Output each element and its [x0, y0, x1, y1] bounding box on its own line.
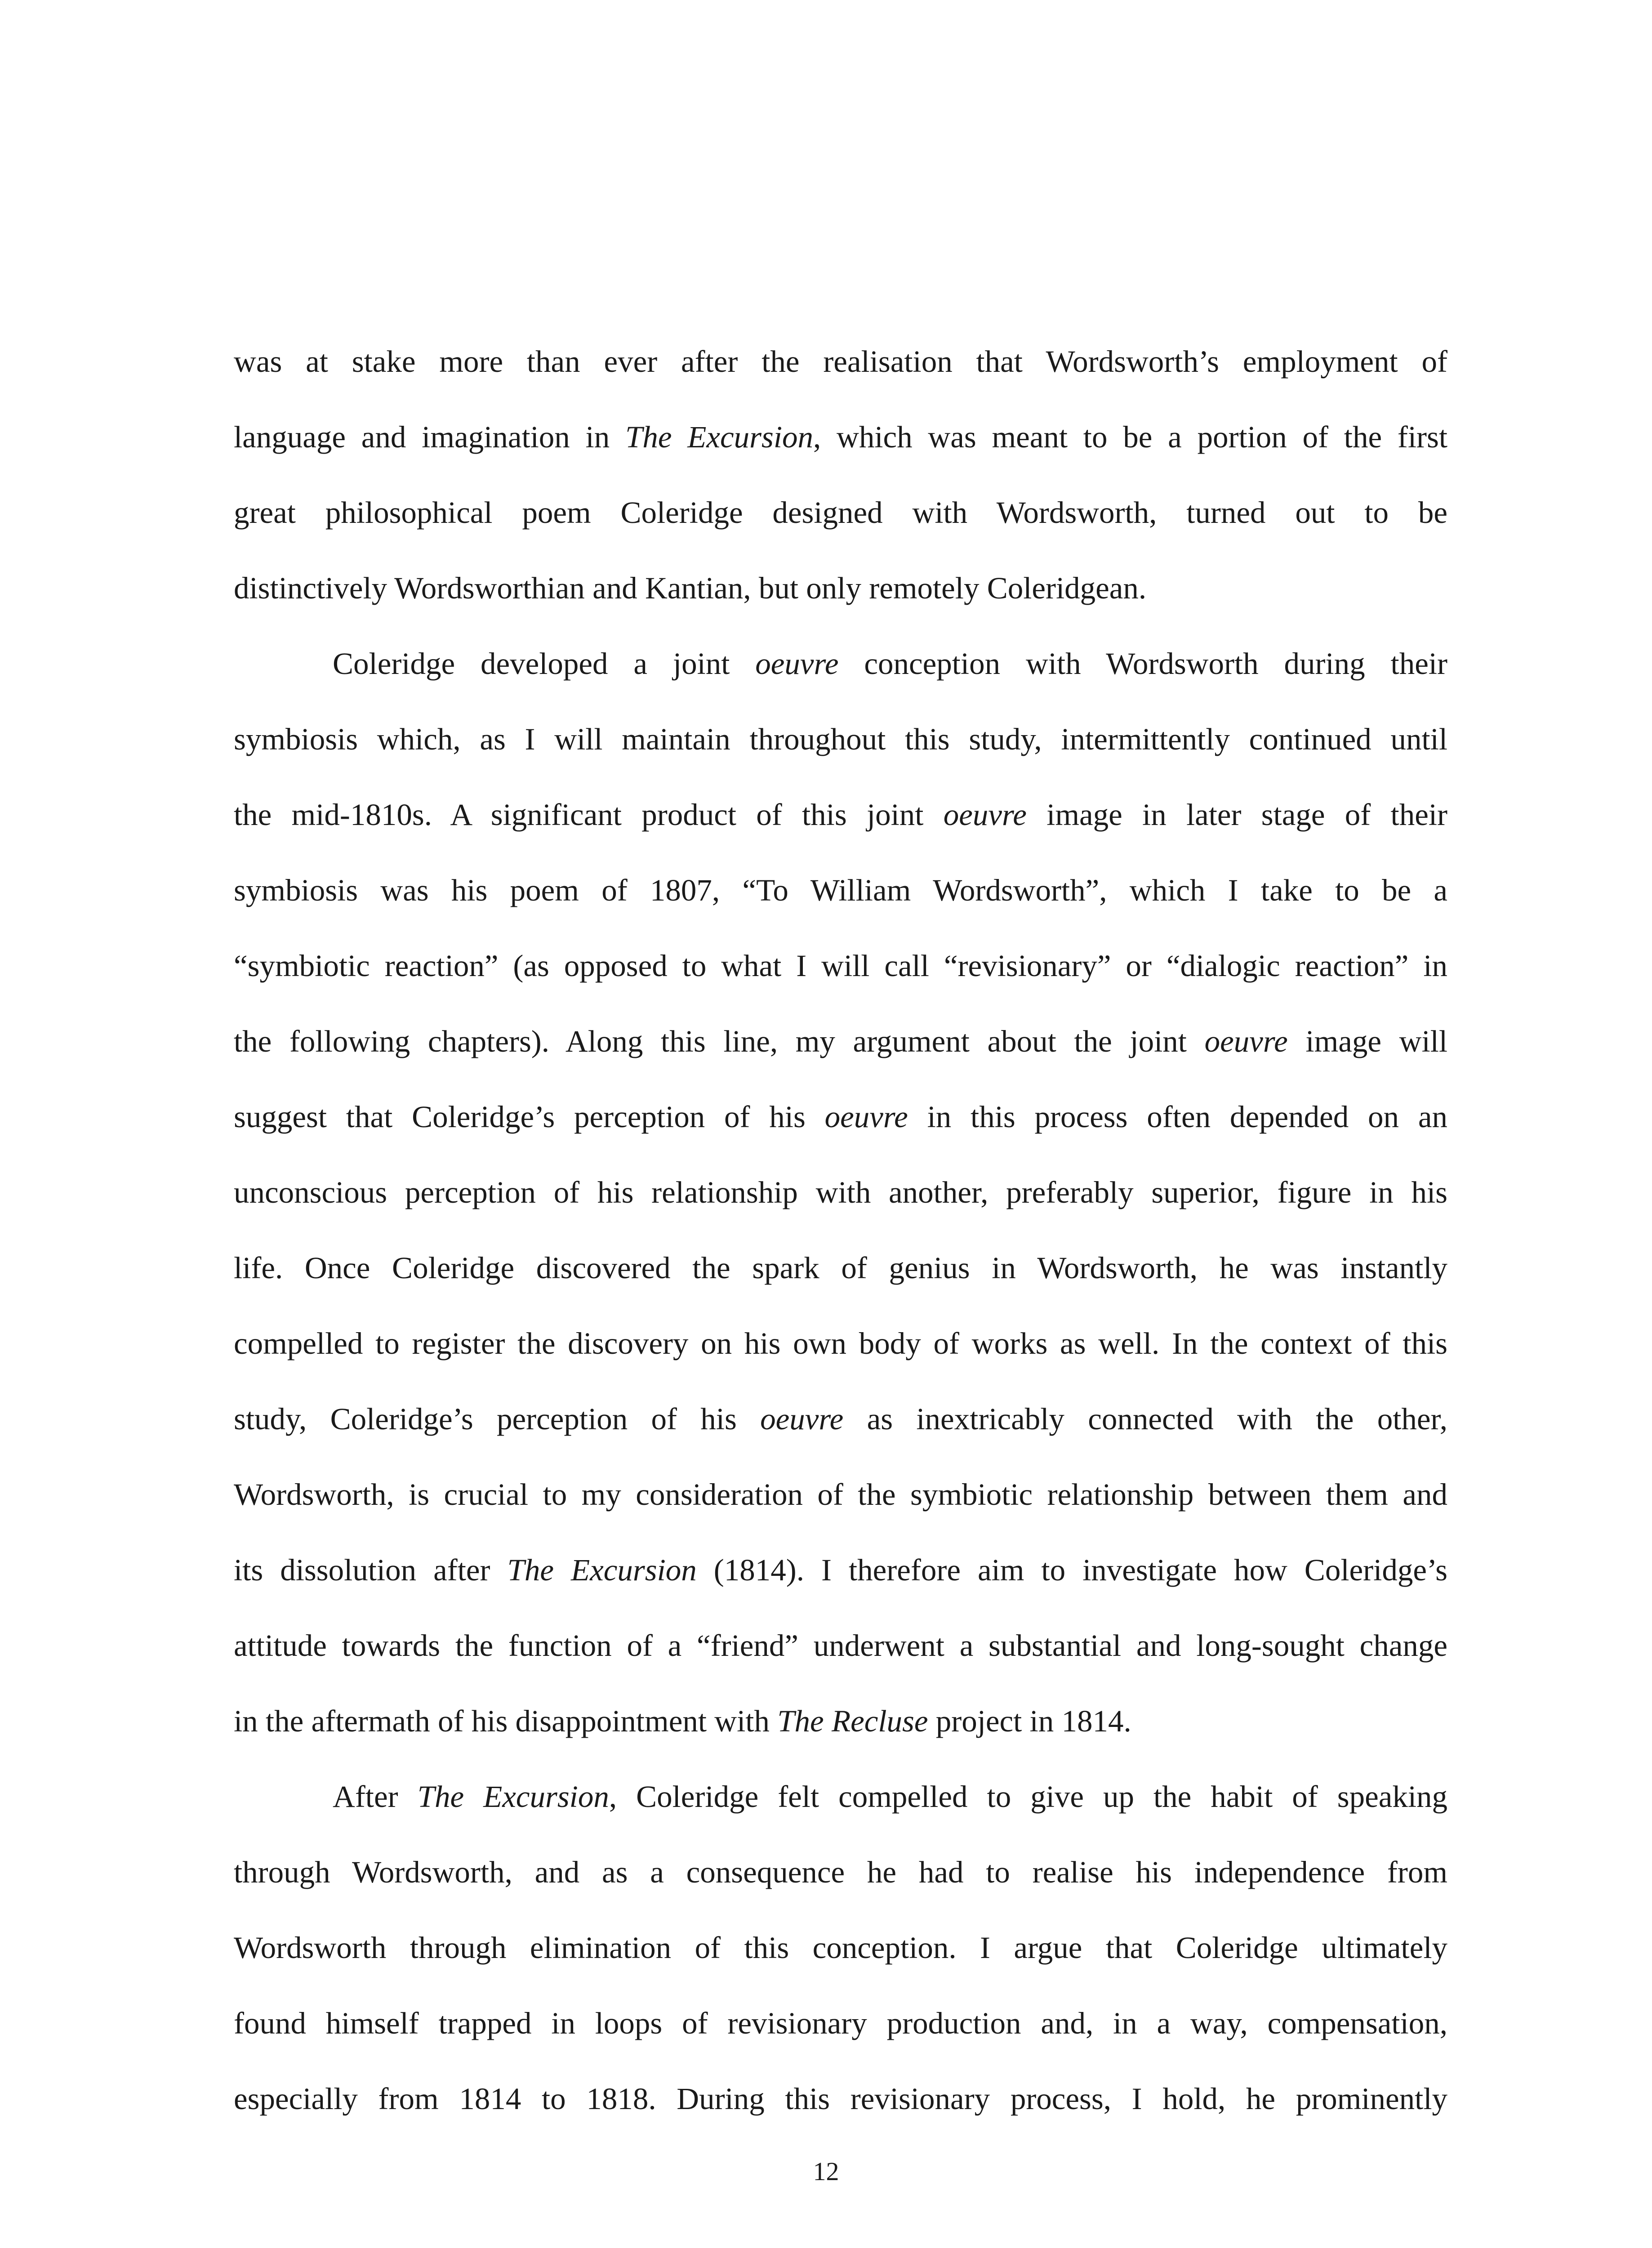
- text-line: [234, 928, 1447, 1004]
- text-segment: project in 1814.: [928, 1704, 1131, 1738]
- text-segment: distinctively Wordsworthian and Kantian, but only remotely Coleridgean.: [234, 571, 1147, 605]
- text-line: [234, 324, 1447, 399]
- text-segment: image will: [1287, 1024, 1448, 1058]
- text-segment: symbiosis was his poem of 1807, “To William Wordsworth”, which I take to be a: [234, 873, 1447, 907]
- text-segment: found himself trapped in loops of revisionary production and, in a way, compensation,: [234, 2006, 1447, 2040]
- text-line: [234, 2061, 1447, 2136]
- text-line: [234, 399, 1447, 475]
- text-segment: , Coleridge felt compelled to give up the habit of speaking: [609, 1780, 1447, 1814]
- italic-text: oeuvre: [943, 798, 1027, 832]
- text-line: [234, 475, 1447, 550]
- text-segment: suggest that Coleridge’s perception of his: [234, 1100, 825, 1134]
- text-segment: study, Coleridge’s perception of his: [234, 1402, 761, 1436]
- italic-text: oeuvre: [755, 647, 839, 681]
- text-segment: Wordsworth, is crucial to my consideration of the symbiotic relationship between them and: [234, 1477, 1447, 1512]
- text-segment: language and imagination in: [234, 420, 625, 454]
- text-line: [234, 1608, 1447, 1683]
- italic-text: The Recluse: [777, 1704, 928, 1738]
- text-segment: “symbiotic reaction” (as opposed to what I will call “revisionary” or “dialogic reaction” in: [234, 949, 1447, 983]
- text-line: [234, 1381, 1447, 1457]
- text-segment: symbiosis which, as I will maintain throughout this study, intermittently continued until: [234, 722, 1447, 756]
- text-segment: (1814). I therefore aim to investigate how Coleridge’s: [696, 1553, 1447, 1587]
- text-line: [234, 1004, 1447, 1079]
- text-segment: as inextricably connected with the other,: [843, 1402, 1447, 1436]
- text-segment: life. Once Coleridge discovered the spark of genius in Wordsworth, he was instantly: [234, 1251, 1447, 1285]
- page-number: 12: [813, 2157, 839, 2186]
- text-line: [234, 1532, 1447, 1608]
- text-line: [234, 777, 1447, 852]
- text-line: [234, 1985, 1447, 2061]
- italic-text: oeuvre: [1204, 1024, 1288, 1058]
- text-line: [234, 550, 1447, 626]
- italic-text: The Excursion: [507, 1553, 697, 1587]
- text-segment: especially from 1814 to 1818. During this revisionary process, I hold, he prominently: [234, 2082, 1447, 2116]
- text-line: [234, 701, 1447, 777]
- text-segment: , which was meant to be a portion of the first: [813, 420, 1447, 454]
- italic-text: The Excursion: [625, 420, 813, 454]
- text-segment: through Wordsworth, and as a consequence he had to realise his independence from: [234, 1855, 1447, 1889]
- italic-text: oeuvre: [760, 1402, 844, 1436]
- text-segment: in the aftermath of his disappointment with: [234, 1704, 778, 1738]
- text-line: [234, 1834, 1447, 1910]
- text-segment: great philosophical poem Coleridge designed with Wordsworth, turned out to be: [234, 495, 1447, 530]
- text-line: [234, 1230, 1447, 1306]
- text-segment: in this process often depended on an: [908, 1100, 1447, 1134]
- italic-text: oeuvre: [824, 1100, 908, 1134]
- text-segment: was at stake more than ever after the realisation that Wordsworth’s employment of: [234, 344, 1447, 379]
- text-segment: image in later stage of their: [1026, 798, 1447, 832]
- text-segment: unconscious perception of his relationship with another, preferably superior, figure in his: [234, 1175, 1447, 1209]
- text-line: [234, 852, 1447, 928]
- text-segment: Wordsworth through elimination of this conception. I argue that Coleridge ultimately: [234, 1931, 1447, 1965]
- text-line: [234, 1155, 1447, 1230]
- text-segment: attitude towards the function of a “friend” underwent a substantial and long-sought change: [234, 1628, 1447, 1663]
- text-segment: its dissolution after: [234, 1553, 508, 1587]
- text-segment: the mid-1810s. A significant product of this joint: [234, 798, 944, 832]
- text-line: [234, 1910, 1447, 1985]
- italic-text: The Excursion: [417, 1780, 609, 1814]
- text-segment: Coleridge developed a joint: [333, 647, 756, 681]
- text-line: [234, 1683, 1447, 1759]
- body-text: [234, 324, 1447, 2136]
- text-segment: the following chapters). Along this line, my argument about the joint: [234, 1024, 1205, 1058]
- text-segment: After: [333, 1780, 418, 1814]
- text-line: [234, 1306, 1447, 1381]
- text-segment: conception with Wordsworth during their: [838, 647, 1448, 681]
- text-segment: compelled to register the discovery on his own body of works as well. In the context of this: [234, 1326, 1447, 1360]
- text-line: [234, 626, 1447, 701]
- text-line: [234, 1759, 1447, 1834]
- text-line: [234, 1457, 1447, 1532]
- text-line: [234, 1079, 1447, 1155]
